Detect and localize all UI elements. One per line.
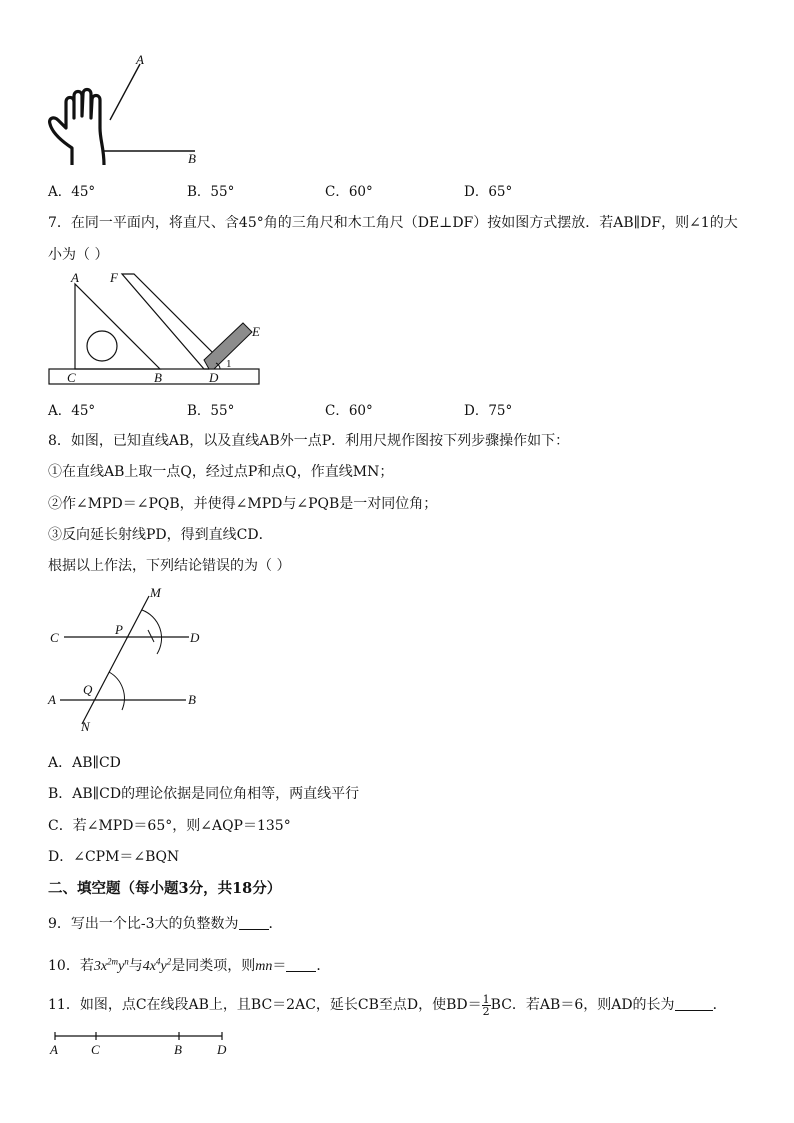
section-heading-fill-in: 二、填空题（每小题3分，共18分） [48, 880, 282, 897]
q10-eq: ＝ [272, 958, 287, 974]
q7-text-line2: 小为（ ） [48, 247, 109, 263]
q10-term2-y: y [160, 959, 167, 974]
q6-option-c: C．60° [325, 184, 373, 200]
q10 [48, 955, 330, 975]
q10-term1: 3x [93, 959, 108, 974]
hand-icon [50, 90, 104, 166]
q8-option-a: A．AB∥CD [48, 755, 121, 771]
line-mn [82, 596, 149, 724]
q8-option-c: C．若∠MPD＝65°，则∠AQP＝135° [48, 818, 291, 834]
q8-intro: 8．如图，已知直线AB，以及直线AB外一点P．利用尺规作图按下列步骤操作如下： [48, 433, 570, 449]
figure-rulers [44, 268, 269, 390]
q11-fraction [482, 994, 491, 1017]
q8-question: 根据以上作法，下列结论错误的为（ ） [48, 558, 291, 574]
q7-option-d: D．75° [464, 403, 513, 419]
q10-suffix: 是同类项，则 [171, 958, 256, 974]
q9 [48, 913, 283, 933]
q10-end: ． [316, 958, 331, 974]
label-b: B [188, 692, 196, 707]
q6-option-a: A．45° [48, 184, 96, 200]
q10-mn: mn [255, 959, 273, 974]
q9-end: ． [268, 916, 283, 932]
q11-part2: BC．若AB＝6，则AD的长为 [490, 997, 675, 1013]
q10-mid: 与 [128, 958, 143, 974]
label-a: A [50, 1042, 58, 1057]
q6-option-b: B．55° [187, 184, 235, 200]
q7-option-a: A．45° [48, 403, 96, 419]
q11-end: ． [712, 997, 727, 1013]
arc-mark-d [148, 630, 154, 642]
q8-option-d: D．∠CPM＝∠BQN [48, 849, 180, 865]
label-b: B [174, 1042, 182, 1057]
q9-answer-blank[interactable] [239, 915, 269, 930]
q11-answer-blank[interactable] [675, 996, 713, 1011]
label-c: C [67, 370, 76, 385]
arc-at-q [109, 672, 124, 710]
label-1: 1 [226, 358, 232, 370]
set-square-hole [87, 331, 117, 361]
label-a: A [71, 270, 79, 285]
q8-option-b: B．AB∥CD的理论依据是同位角相等，两直线平行 [48, 786, 360, 802]
figure-segment [44, 1028, 244, 1062]
label-d: D [190, 630, 200, 645]
label-d: D [209, 370, 219, 385]
q8-step3: ③反向延长射线PD，得到直线CD． [48, 527, 273, 543]
q11-frac-den: 2 [482, 1004, 490, 1018]
carpenter-square-long [122, 274, 220, 369]
q7-option-b: B．55° [187, 403, 235, 419]
q10-term1-exp-y: n [124, 956, 129, 967]
q11 [48, 992, 727, 1018]
q8-step1: ①在直线AB上取一点Q，经过点P和点Q，作直线MN； [48, 464, 394, 480]
q10-prefix: 10．若 [48, 958, 94, 974]
label-q: Q [83, 682, 93, 697]
label-b: B [154, 370, 162, 385]
q10-term2: 4x [142, 959, 156, 974]
q7-text-line1: 7．在同一平面内，将直尺、含45°角的三角尺和木工角尺（DE⊥DF）按如图方式摆放．若AB∥DF，则∠1的大 [48, 215, 738, 231]
q11-frac-num: 1 [482, 992, 490, 1006]
q10-term2-exp-y: 2 [166, 956, 172, 967]
q10-term1-exp-x: 2m [107, 956, 119, 967]
ray-a [110, 64, 140, 120]
q11-part1: 11．如图，点C在线段AB上，且BC＝2AC，延长CB至点D，使BD＝ [48, 997, 482, 1013]
label-d: D [217, 1042, 227, 1057]
arc-at-p [142, 610, 162, 654]
label-m: M [150, 585, 161, 600]
figure-hand-angle [40, 50, 220, 175]
q10-term1-y: y [118, 959, 125, 974]
label-p: P [115, 622, 123, 637]
label-a: A [48, 692, 56, 707]
q10-term2-exp-x: 4 [155, 956, 161, 967]
label-e: E [252, 324, 260, 339]
set-square [75, 284, 160, 369]
label-f: F [110, 270, 118, 285]
figure-construction [44, 584, 214, 739]
label-a: A [136, 52, 144, 67]
label-b: B [188, 151, 196, 166]
q8-step2: ②作∠MPD＝∠PQB，并使得∠MPD与∠PQB是一对同位角； [48, 496, 438, 512]
label-c: C [91, 1042, 100, 1057]
label-n: N [81, 719, 90, 734]
label-c: C [50, 630, 59, 645]
q10-answer-blank[interactable] [286, 957, 316, 972]
q9-text: 9．写出一个比-3大的负整数为 [48, 916, 239, 932]
q6-option-d: D．65° [464, 184, 513, 200]
q7-option-c: C．60° [325, 403, 373, 419]
